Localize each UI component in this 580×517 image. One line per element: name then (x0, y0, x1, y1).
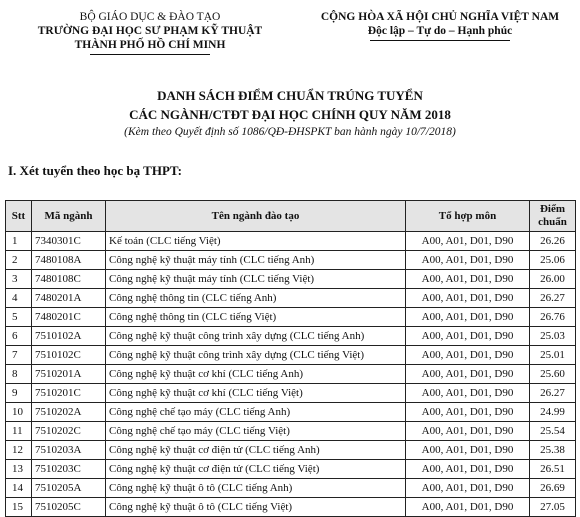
name-cell: Công nghệ chế tạo máy (CLC tiếng Việt) (106, 422, 406, 441)
table-row (6, 289, 576, 308)
stt-cell: 14 (6, 479, 32, 498)
table-row (6, 251, 576, 270)
document-header (0, 4, 580, 84)
combo-cell: A00, A01, D01, D90 (406, 441, 530, 460)
combo-cell: A00, A01, D01, D90 (406, 232, 530, 251)
score-cell: 26.27 (530, 384, 576, 403)
code-cell: 7510102A (32, 327, 106, 346)
stt-cell: 9 (6, 384, 32, 403)
score-cell: 24.99 (530, 403, 576, 422)
name-cell: Công nghệ kỹ thuật cơ khí (CLC tiếng Anh) (106, 365, 406, 384)
stt-cell: 6 (6, 327, 32, 346)
code-cell: 7510205C (32, 498, 106, 517)
document-title-line1: DANH SÁCH ĐIỂM CHUẨN TRÚNG TUYỂN (157, 88, 423, 103)
name-cell: Công nghệ kỹ thuật máy tính (CLC tiếng Việt) (106, 270, 406, 289)
school-name-line2: THÀNH PHỐ HỒ CHÍ MINH (74, 39, 226, 51)
score-cell: 26.26 (530, 232, 576, 251)
name-cell: Công nghệ kỹ thuật cơ khí (CLC tiếng Việt) (106, 384, 406, 403)
name-cell: Công nghệ chế tạo máy (CLC tiếng Anh) (106, 403, 406, 422)
stt-cell: 3 (6, 270, 32, 289)
combo-cell: A00, A01, D01, D90 (406, 460, 530, 479)
col-header-combo: Tổ hợp môn (406, 201, 530, 232)
stt-cell: 5 (6, 308, 32, 327)
name-cell: Công nghệ thông tin (CLC tiếng Anh) (106, 289, 406, 308)
code-cell: 7510203C (32, 460, 106, 479)
name-cell: Công nghệ kỹ thuật cơ điện tử (CLC tiếng Việt) (106, 460, 406, 479)
stt-cell: 7 (6, 346, 32, 365)
code-cell: 7510202C (32, 422, 106, 441)
stt-cell: 4 (6, 289, 32, 308)
name-cell: Công nghệ kỹ thuật công trình xây dựng (CLC tiếng Anh) (106, 327, 406, 346)
code-cell: 7480201C (32, 308, 106, 327)
national-block (300, 10, 580, 41)
code-cell: 7480201A (32, 289, 106, 308)
table-header (6, 201, 576, 232)
name-cell: Công nghệ kỹ thuật ô tô (CLC tiếng Anh) (106, 479, 406, 498)
table-row (6, 403, 576, 422)
title-block (0, 86, 580, 140)
name-cell: Công nghệ thông tin (CLC tiếng Việt) (106, 308, 406, 327)
scores-table (5, 200, 576, 517)
stt-cell: 13 (6, 460, 32, 479)
score-cell: 25.54 (530, 422, 576, 441)
table-row (6, 460, 576, 479)
score-cell: 25.01 (530, 346, 576, 365)
table-row (6, 384, 576, 403)
code-cell: 7510201A (32, 365, 106, 384)
issuer-underline (90, 54, 210, 55)
table-row (6, 346, 576, 365)
combo-cell: A00, A01, D01, D90 (406, 422, 530, 441)
score-cell: 25.03 (530, 327, 576, 346)
section-heading: I. Xét tuyển theo học bạ THPT: (8, 163, 182, 178)
col-header-score: Điểm chuẩn (530, 201, 576, 232)
code-cell: 7480108C (32, 270, 106, 289)
score-cell: 26.00 (530, 270, 576, 289)
table-row (6, 365, 576, 384)
motto-underline (370, 40, 510, 41)
score-cell: 26.27 (530, 289, 576, 308)
document-subtitle: (Kèm theo Quyết định số 1086/QĐ-ĐHSPKT ban hành ngày 10/7/2018) (124, 126, 456, 138)
table-row (6, 232, 576, 251)
code-cell: 7510203A (32, 441, 106, 460)
table-row (6, 479, 576, 498)
table-row (6, 270, 576, 289)
col-header-stt: Stt (6, 201, 32, 232)
score-cell: 26.69 (530, 479, 576, 498)
stt-cell: 8 (6, 365, 32, 384)
code-cell: 7340301C (32, 232, 106, 251)
col-header-code: Mã ngành (32, 201, 106, 232)
combo-cell: A00, A01, D01, D90 (406, 498, 530, 517)
scores-table-wrap (5, 200, 575, 517)
score-cell: 26.76 (530, 308, 576, 327)
stt-cell: 2 (6, 251, 32, 270)
stt-cell: 1 (6, 232, 32, 251)
score-cell: 25.06 (530, 251, 576, 270)
table-row (6, 441, 576, 460)
ministry-name: BỘ GIÁO DỤC & ĐÀO TẠO (79, 11, 221, 23)
combo-cell: A00, A01, D01, D90 (406, 384, 530, 403)
score-cell: 25.38 (530, 441, 576, 460)
code-cell: 7510202A (32, 403, 106, 422)
document-title-line2: CÁC NGÀNH/CTĐT ĐẠI HỌC CHÍNH QUY NĂM 2018 (129, 107, 451, 122)
stt-cell: 12 (6, 441, 32, 460)
combo-cell: A00, A01, D01, D90 (406, 479, 530, 498)
header-row (6, 201, 576, 232)
combo-cell: A00, A01, D01, D90 (406, 346, 530, 365)
score-cell: 26.51 (530, 460, 576, 479)
name-cell: Công nghệ kỹ thuật cơ điện tử (CLC tiếng Anh) (106, 441, 406, 460)
combo-cell: A00, A01, D01, D90 (406, 289, 530, 308)
name-cell: Công nghệ kỹ thuật ô tô (CLC tiếng Việt) (106, 498, 406, 517)
combo-cell: A00, A01, D01, D90 (406, 251, 530, 270)
score-cell: 27.05 (530, 498, 576, 517)
code-cell: 7510205A (32, 479, 106, 498)
table-row (6, 422, 576, 441)
stt-cell: 11 (6, 422, 32, 441)
combo-cell: A00, A01, D01, D90 (406, 327, 530, 346)
code-cell: 7480108A (32, 251, 106, 270)
table-row (6, 498, 576, 517)
name-cell: Công nghệ kỹ thuật máy tính (CLC tiếng Anh) (106, 251, 406, 270)
national-motto: Độc lập – Tự do – Hạnh phúc (367, 25, 513, 37)
col-header-name: Tên ngành đào tạo (106, 201, 406, 232)
code-cell: 7510201C (32, 384, 106, 403)
table-body (6, 232, 576, 517)
code-cell: 7510102C (32, 346, 106, 365)
school-name-line1: TRƯỜNG ĐẠI HỌC SƯ PHẠM KỸ THUẬT (37, 25, 263, 37)
name-cell: Kế toán (CLC tiếng Việt) (106, 232, 406, 251)
combo-cell: A00, A01, D01, D90 (406, 308, 530, 327)
score-cell: 25.60 (530, 365, 576, 384)
table-row (6, 308, 576, 327)
stt-cell: 15 (6, 498, 32, 517)
combo-cell: A00, A01, D01, D90 (406, 270, 530, 289)
name-cell: Công nghệ kỹ thuật công trình xây dựng (CLC tiếng Việt) (106, 346, 406, 365)
combo-cell: A00, A01, D01, D90 (406, 403, 530, 422)
combo-cell: A00, A01, D01, D90 (406, 365, 530, 384)
issuer-block (0, 10, 300, 55)
stt-cell: 10 (6, 403, 32, 422)
table-row (6, 327, 576, 346)
republic-name: CỘNG HÒA XÃ HỘI CHỦ NGHĨA VIỆT NAM (320, 11, 560, 23)
